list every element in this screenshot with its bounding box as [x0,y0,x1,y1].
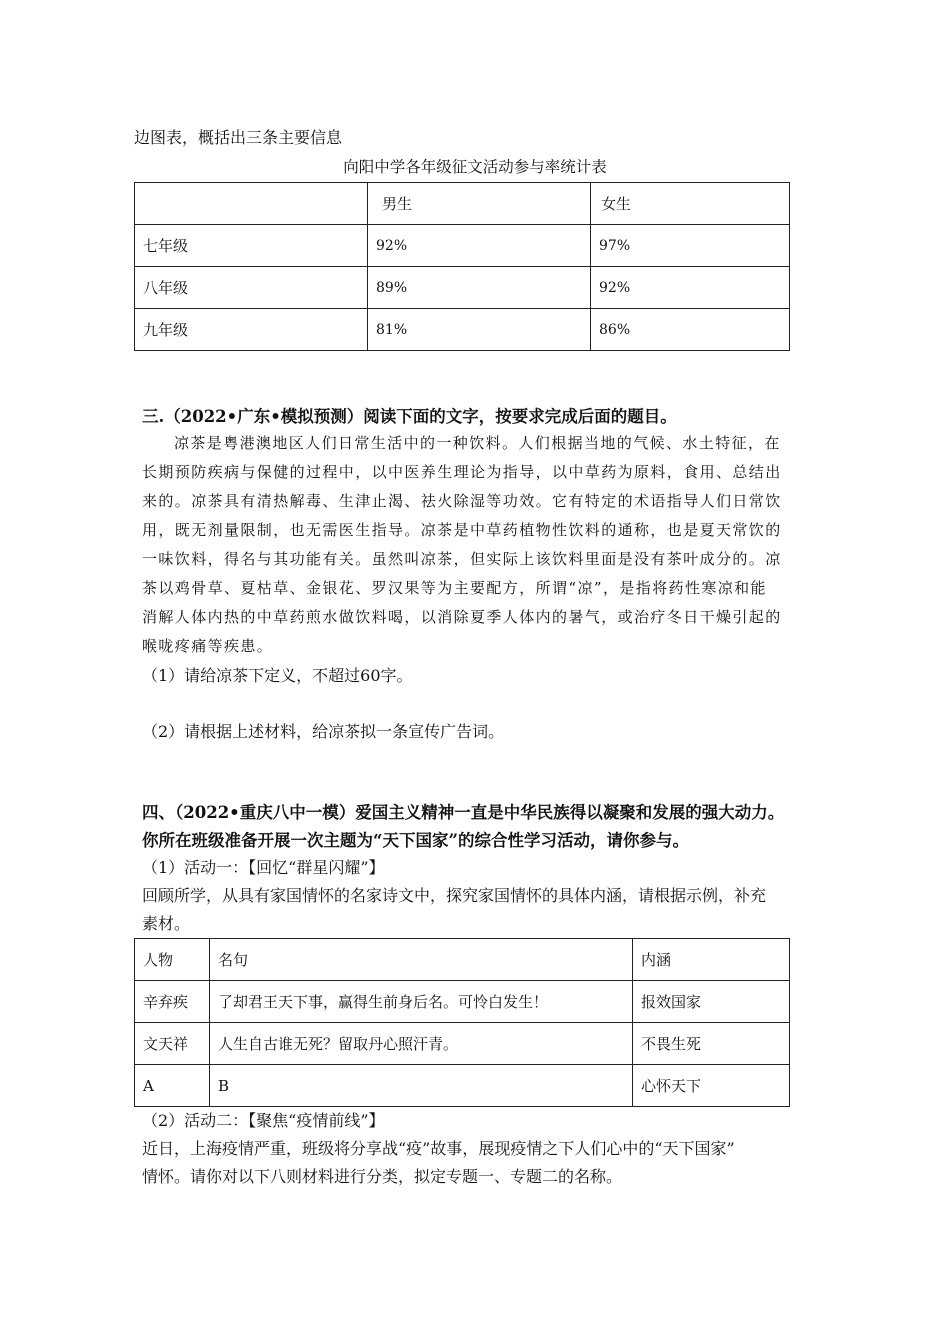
intro-line: 边图表，概括出三条主要信息 [134,128,343,147]
activity1-title: （1）活动一：【回忆“群星闪耀”】 [142,858,385,877]
passage-line: 一味饮料，得名与其功能有关。虽然叫凉茶，但实际上该饮料里面是没有茶叶成分的。凉 [142,550,782,568]
table-row [135,981,790,1023]
table-row [135,267,790,309]
table-header-row [135,183,790,225]
table-header-cell: 名句 [210,939,633,981]
passage-line: 消解人体内热的中草药煎水做饮料喝，以消除夏季人体内的暑气，或治疗冬日干燥引起的 [142,608,782,626]
participation-table [134,182,790,351]
table-cell: 七年级 [135,225,368,267]
table-header-cell: 男生 [368,183,591,225]
passage-line: 长期预防疾病与保健的过程中，以中医养生理论为指导，以中草药为原料，食用、总结出 [142,463,782,481]
table-cell: 辛弃疾 [135,981,210,1023]
table-row [135,225,790,267]
table-header-cell: 女生 [591,183,790,225]
passage-line: 凉茶是粤港澳地区人们日常生活中的一种饮料。人们根据当地的气候、水土特征，在 [174,434,781,452]
table-cell: 八年级 [135,267,368,309]
table-cell: 报效国家 [633,981,790,1023]
table-cell: 92% [591,267,790,309]
section3-heading: 三.（2022•广东•模拟预测）阅读下面的文字，按要求完成后面的题目。 [142,407,677,426]
table-cell: 92% [368,225,591,267]
passage-line: 来的。凉茶具有清热解毒、生津止渴、祛火除湿等功效。它有特定的术语指导人们日常饮 [142,492,782,510]
section4-heading-line2: 你所在班级准备开展一次主题为“天下国家”的综合性学习活动，请你参与。 [142,831,689,850]
table-cell: 89% [368,267,591,309]
table-cell: 文天祥 [135,1023,210,1065]
activity2-title: （2）活动二：【聚焦“疫情前线”】 [142,1111,385,1130]
table-cell: 人生自古谁无死？留取丹心照汗青。 [210,1023,633,1065]
table1-title: 向阳中学各年级征文活动参与率统计表 [343,158,607,176]
table-row [135,309,790,351]
activity1-desc: 素材。 [142,914,191,933]
table-header-row [135,939,790,981]
table-cell: 心怀天下 [633,1065,790,1107]
table-cell: 86% [591,309,790,351]
table-row [135,1023,790,1065]
table-cell: 九年级 [135,309,368,351]
table-cell: 81% [368,309,591,351]
patriots-table [134,938,790,1107]
question-1: （1）请给凉茶下定义，不超过60字。 [142,666,413,685]
activity2-desc: 近日，上海疫情严重，班级将分享战“疫”故事，展现疫情之下人们心中的“天下国家” [142,1139,735,1158]
passage-line: 用，既无剂量限制，也无需医生指导。凉茶是中草药植物性饮料的通称，也是夏天常饮的 [142,521,782,539]
table-cell: A [135,1065,210,1107]
question-2: （2）请根据上述材料，给凉茶拟一条宣传广告词。 [142,722,505,741]
passage-line: 喉咙疼痛等疾患。 [142,637,274,655]
table-cell: 97% [591,225,790,267]
table-cell: 不畏生死 [633,1023,790,1065]
table-row [135,1065,790,1107]
table-header-cell [135,183,368,225]
activity2-desc: 情怀。请你对以下八则材料进行分类，拟定专题一、专题二的名称。 [142,1167,623,1186]
table-header-cell: 内涵 [633,939,790,981]
passage-line: 茶以鸡骨草、夏枯草、金银花、罗汉果等为主要配方，所谓“凉”，是指将药性寒凉和能 [142,579,767,597]
table-header-cell: 人物 [135,939,210,981]
activity1-desc: 回顾所学，从具有家国情怀的名家诗文中，探究家国情怀的具体内涵，请根据示例，补充 [142,886,767,905]
table-cell: B [210,1065,633,1107]
table-cell: 了却君王天下事，赢得生前身后名。可怜白发生！ [210,981,633,1023]
section4-heading-line1: 四、（2022•重庆八中一模）爱国主义精神一直是中华民族得以凝聚和发展的强大动力。 [142,803,785,822]
